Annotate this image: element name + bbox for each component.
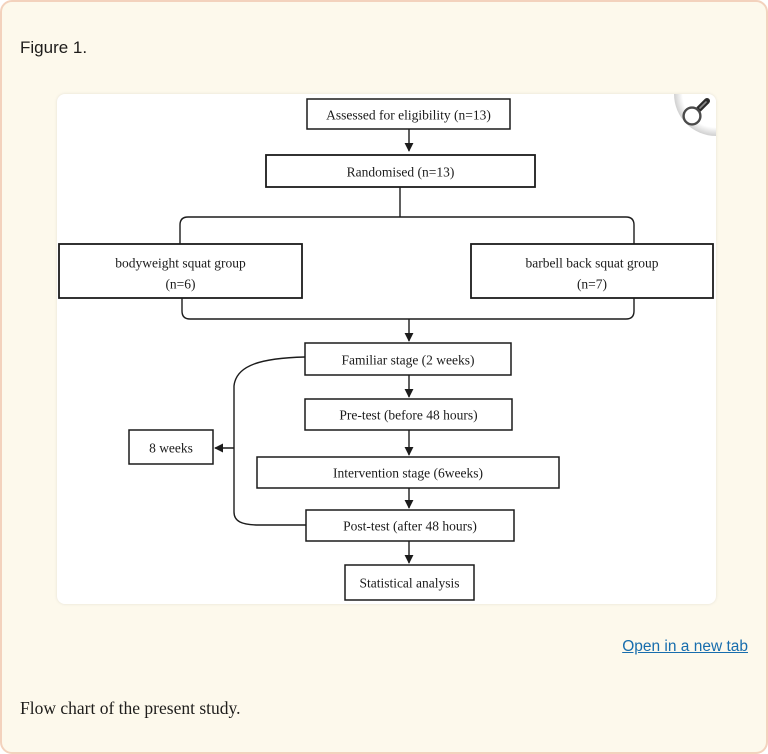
randomised-label: Randomised (n=13) xyxy=(346,164,455,180)
familiar-label: Familiar stage (2 weeks) xyxy=(341,352,475,368)
barbell-group-line2: (n=7) xyxy=(576,276,608,292)
intervention-label: Intervention stage (6weeks) xyxy=(333,465,483,481)
flow-node-randomised xyxy=(266,155,535,187)
statistical-label: Statistical analysis xyxy=(359,575,460,591)
flow-node-familiar xyxy=(305,343,511,375)
edge-groups-merge xyxy=(182,298,634,319)
assessed-label: Assessed for eligibility (n=13) xyxy=(326,107,491,123)
flow-node-barbell-group xyxy=(471,244,713,298)
flow-node-intervention xyxy=(257,457,559,488)
flow-node-assessed xyxy=(307,99,510,129)
flow-node-pretest xyxy=(305,399,512,430)
edge-randomised-branch xyxy=(180,217,634,244)
bodyweight-group-line2: (n=6) xyxy=(165,276,196,292)
open-in-new-tab-link[interactable]: Open in a new tab xyxy=(622,638,748,655)
flow-node-bodyweight-group xyxy=(59,244,302,298)
figure-caption: Flow chart of the present study. xyxy=(20,698,241,718)
pretest-label: Pre-test (before 48 hours) xyxy=(339,407,478,423)
flowchart-image[interactable] xyxy=(57,94,716,604)
bodyweight-group-line1: bodyweight squat group xyxy=(115,255,246,271)
flow-node-statistical xyxy=(345,565,474,600)
edge-familiar-posttest-loop xyxy=(234,357,306,525)
flow-node-posttest xyxy=(306,510,514,541)
posttest-label: Post-test (after 48 hours) xyxy=(343,518,477,534)
zoom-figure-button[interactable] xyxy=(674,94,716,136)
figure-label: Figure 1. xyxy=(20,38,88,57)
barbell-group-line1: barbell back squat group xyxy=(525,255,659,271)
eight-weeks-label: 8 weeks xyxy=(149,440,193,456)
figure-panel xyxy=(57,94,716,604)
flow-node-eight-weeks xyxy=(129,430,213,464)
magnifier-icon xyxy=(674,94,716,136)
